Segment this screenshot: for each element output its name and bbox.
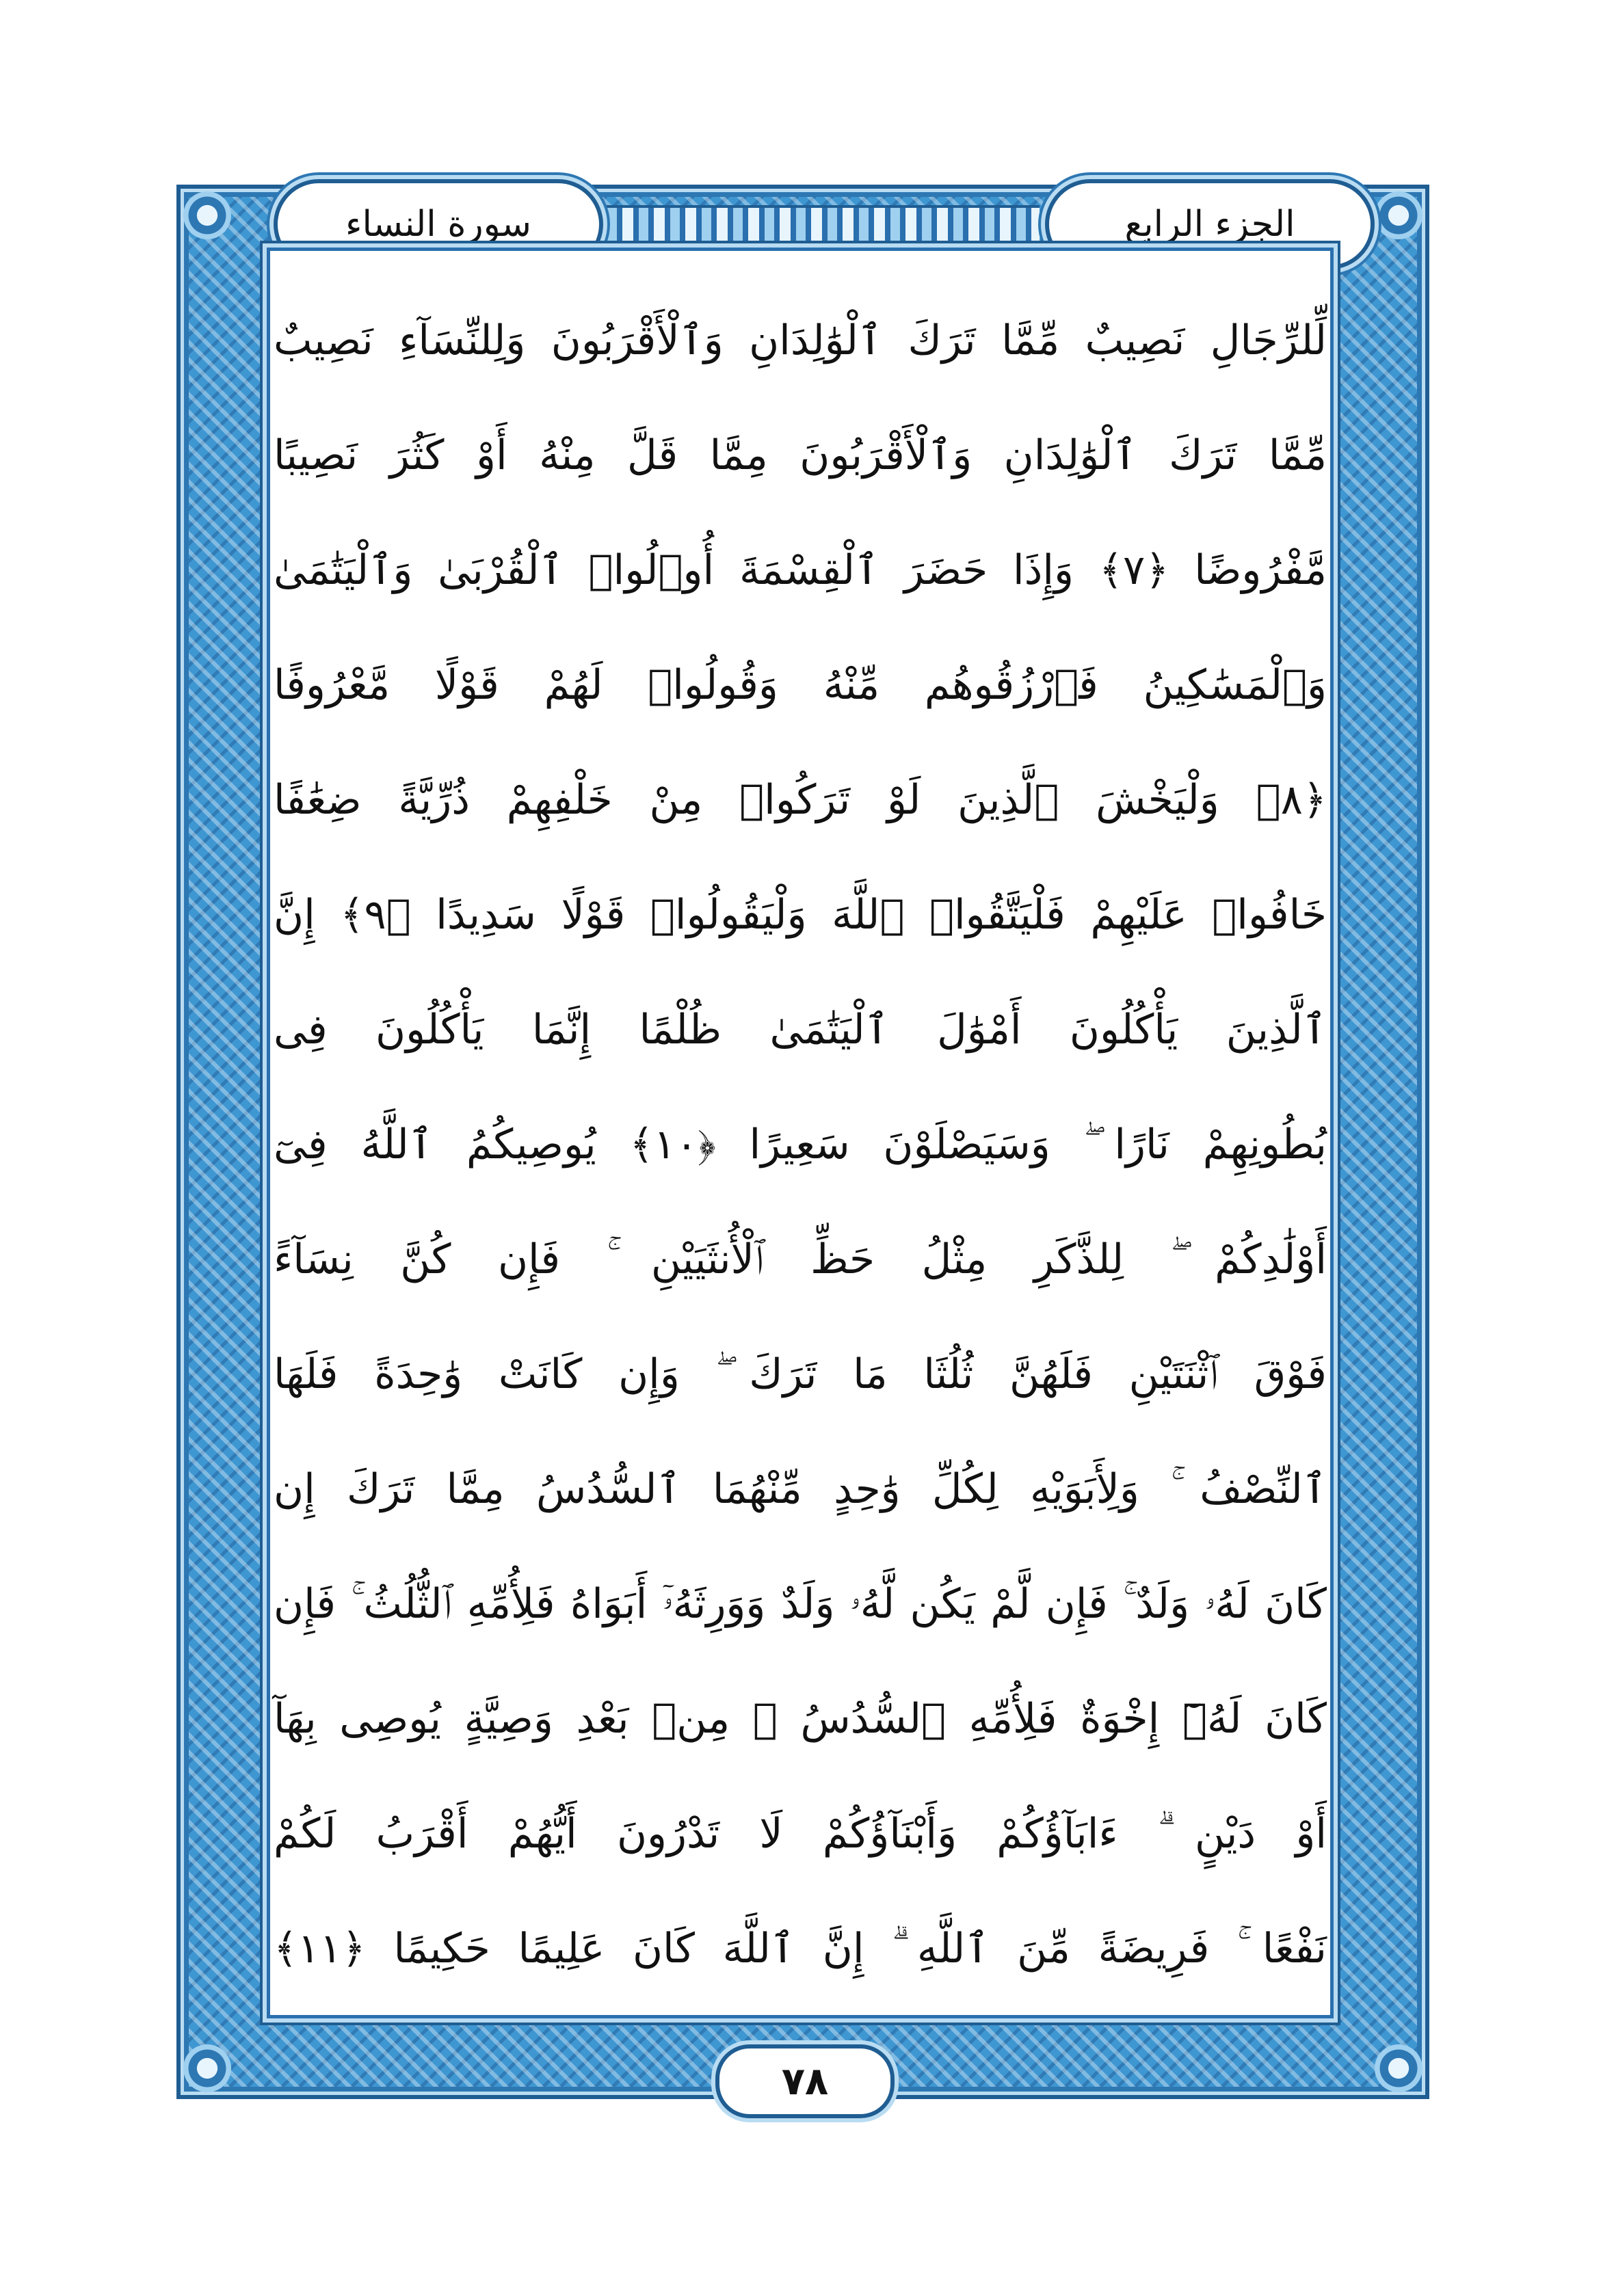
corner-ornament-bottom-right	[1375, 2044, 1423, 2092]
corner-ornament-bottom-left	[183, 2044, 231, 2092]
text-line-6: خَافُوا۟ عَلَيْهِمْ فَلْيَتَّقُوا۟ ٱللَّهَ وَلْيَقُولُوا۟ قَوْلًا سَدِيدًا ﴿٩﴾ إِنَّ	[274, 890, 1327, 939]
text-line-5: ﴿٨﴾ وَلْيَخْشَ ٱلَّذِينَ لَوْ تَرَكُوا۟ مِنْ خَلْفِهِمْ ذُرِّيَّةً ضِعَٰفًا	[274, 775, 1327, 824]
juz-label: الجزء الرابع	[1045, 179, 1375, 269]
header-ornament-band	[602, 205, 1040, 245]
text-line-7: ٱلَّذِينَ يَأْكُلُونَ أَمْوَٰلَ ٱلْيَتَٰمَىٰ ظُلْمًا إِنَّمَا يَأْكُلُونَ فِى	[274, 1005, 1327, 1054]
text-line-14: أَوْ دَيْنٍ ۗ ءَابَآؤُكُمْ وَأَبْنَآؤُكُمْ لَا تَدْرُونَ أَيُّهُمْ أَقْرَبُ لَكُمْ	[274, 1809, 1327, 1858]
text-line-10: فَوْقَ ٱثْنَتَيْنِ فَلَهُنَّ ثُلُثَا مَا تَرَكَ ۖ وَإِن كَانَتْ وَٰحِدَةً فَلَهَا	[274, 1350, 1327, 1398]
text-line-1: لِّلرِّجَالِ نَصِيبٌ مِّمَّا تَرَكَ ٱلْوَٰلِدَانِ وَٱلْأَقْرَبُونَ وَلِلنِّسَآءِ نَصِيبٌ	[274, 316, 1327, 364]
text-line-8: بُطُونِهِمْ نَارًا ۖ وَسَيَصْلَوْنَ سَعِيرًا ﴿١٠﴾ يُوصِيكُمُ ٱللَّهُ فِىٓ	[274, 1120, 1327, 1169]
page-number: ٧٨	[715, 2044, 895, 2118]
text-line-3: مَّفْرُوضًا ﴿٧﴾ وَإِذَا حَضَرَ ٱلْقِسْمَةَ أُو۟لُوا۟ ٱلْقُرْبَىٰ وَٱلْيَتَٰمَىٰ	[274, 546, 1327, 594]
text-line-12: كَانَ لَهُۥ وَلَدٌ ۚ فَإِن لَّمْ يَكُن لَّهُۥ وَلَدٌ وَوَرِثَهُۥٓ أَبَوَاهُ فَلِأُمِّهِ ٱلثُّلُثُ ۚ فَإِن	[274, 1579, 1327, 1628]
surah-label: سورة النساء	[274, 179, 603, 269]
quran-text	[274, 284, 1327, 2007]
text-line-4: وَٱلْمَسَٰكِينُ فَٱرْزُقُوهُم مِّنْهُ وَقُولُوا۟ لَهُمْ قَوْلًا مَّعْرُوفًا	[274, 660, 1327, 709]
text-line-15: نَفْعًا ۚ فَرِيضَةً مِّنَ ٱللَّهِ ۗ إِنَّ ٱللَّهَ كَانَ عَلِيمًا حَكِيمًا ﴿١١﴾	[274, 1924, 1327, 1973]
text-line-9: أَوْلَٰدِكُمْ ۖ لِلذَّكَرِ مِثْلُ حَظِّ ٱلْأُنثَيَيْنِ ۚ فَإِن كُنَّ نِسَآءً	[274, 1235, 1327, 1283]
text-line-11: ٱلنِّصْفُ ۚ وَلِأَبَوَيْهِ لِكُلِّ وَٰحِدٍ مِّنْهُمَا ٱلسُّدُسُ مِمَّا تَرَكَ إِن	[274, 1465, 1327, 1513]
text-line-2: مِّمَّا تَرَكَ ٱلْوَٰلِدَانِ وَٱلْأَقْرَبُونَ مِمَّا قَلَّ مِنْهُ أَوْ كَثُرَ نَصِيبًا	[274, 431, 1327, 479]
corner-ornament-top-left	[183, 191, 231, 239]
text-line-13: كَانَ لَهُۥٓ إِخْوَةٌ فَلِأُمِّهِ ٱلسُّدُسُ ۚ مِنۢ بَعْدِ وَصِيَّةٍ يُوصِى بِهَآ	[274, 1694, 1327, 1743]
corner-ornament-top-right	[1375, 191, 1423, 239]
